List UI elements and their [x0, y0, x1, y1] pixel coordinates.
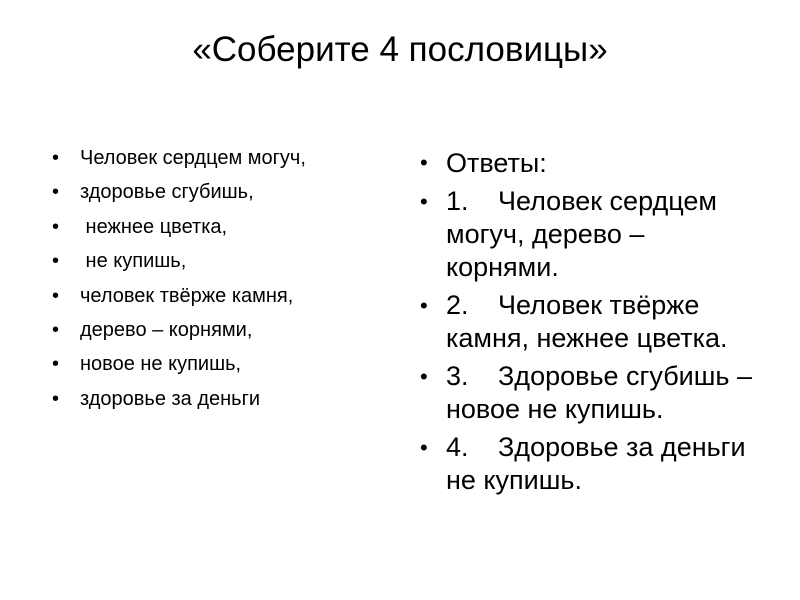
bullet-icon: • — [52, 387, 60, 410]
bullet-icon: • — [52, 353, 60, 376]
bullet-icon: • — [52, 250, 60, 273]
answers-heading — [408, 146, 760, 180]
answer-item — [408, 360, 760, 426]
bullet-icon: • — [420, 435, 428, 460]
answers-column — [408, 146, 760, 502]
answer-item — [408, 289, 760, 355]
list-item-text: здоровье сгубишь, — [80, 181, 254, 204]
answer-text: Человек твёрже камня, нежнее цветка. — [446, 290, 728, 353]
bullet-icon: • — [52, 147, 60, 169]
answer-number: 1. — [446, 186, 469, 216]
bullet-icon: • — [420, 189, 428, 214]
list-item — [40, 317, 390, 343]
bullet-icon: • — [52, 181, 60, 204]
list-item-text: дерево – корнями, — [80, 318, 253, 341]
list-item-text: здоровье за деньги — [80, 387, 261, 410]
bullet-icon: • — [52, 318, 60, 341]
phrase-fragments-column — [40, 145, 390, 420]
list-item — [40, 145, 390, 171]
answer-text: Здоровье за деньги не купишь. — [446, 432, 746, 495]
list-item — [40, 179, 390, 205]
list-item-text: не купишь, — [80, 250, 187, 273]
list-item — [40, 283, 390, 309]
phrase-fragments-list — [40, 145, 390, 412]
answer-number: 2. — [446, 290, 469, 320]
answer-number: 4. — [446, 432, 469, 462]
list-item-text: нежнее цветка, — [80, 215, 228, 238]
list-item — [40, 214, 390, 240]
list-item — [40, 351, 390, 377]
list-item-text: человек твёрже камня, — [80, 284, 294, 307]
bullet-icon: • — [420, 150, 428, 175]
list-item-text: новое не купишь, — [80, 353, 242, 376]
page-title: «Соберите 4 пословицы» — [192, 30, 608, 69]
answer-number: 3. — [446, 361, 469, 391]
answer-item — [408, 431, 760, 497]
list-item — [40, 386, 390, 412]
bullet-icon: • — [52, 215, 60, 238]
bullet-icon: • — [420, 364, 428, 389]
list-item-text: Человек сердцем могуч, — [80, 147, 306, 169]
answer-text: Здоровье сгубишь – новое не купишь. — [446, 361, 752, 424]
bullet-icon: • — [52, 284, 60, 307]
list-item — [40, 248, 390, 274]
answers-list — [408, 185, 760, 497]
answer-text: Человек сердцем могуч, дерево – корнями. — [446, 186, 717, 282]
bullet-icon: • — [420, 293, 428, 318]
answer-item — [408, 185, 760, 284]
answers-heading-text: Ответы: — [446, 148, 547, 178]
